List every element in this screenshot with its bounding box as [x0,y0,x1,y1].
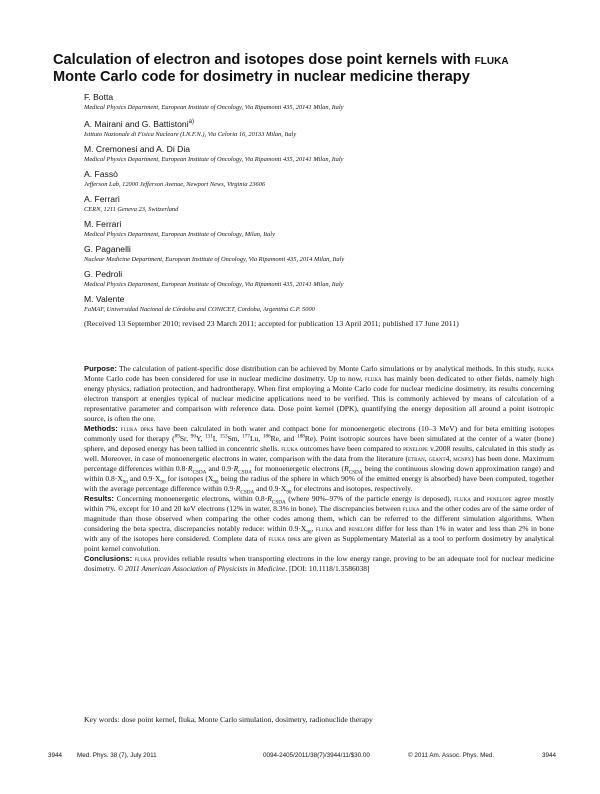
author-affiliation: FaMAF, Universidad Nacional de Córdoba and CONICET, Cordoba, Argentina C.P. 5000 [84,305,315,313]
abstract-conclusions: Conclusions: fluka provides reliable results when transporting electrons in the low energy range, proving to be an adequate tool for nuclear medicine dosimetry. © 2011 American Association of Physicists in Medicine. [DOI: 10.1118/1.3586038] [84,554,554,573]
author-affiliation: Medical Physics Department, European Institute of Oncology, Via Ripamonti 435, 20141 Milan, Italy [84,104,344,111]
author-name: F. Botta [84,92,114,102]
footer-issn: 0094-2405/2011/38(7)/3944/11/$30.00 [263,752,370,759]
author-name [84,117,554,130]
conclusions-label: Conclusions: [84,554,133,563]
author-group-1 [84,92,554,113]
author-group-5 [84,194,554,215]
methods-label: Methods: [84,424,118,433]
footer-copyright: © 2011 Am. Assoc. Phys. Med. [408,752,495,759]
abstract [84,364,554,574]
author-affiliation: Jefferson Lab, 12000 Jefferson Avenue, Newport News, Virginia 23606 [84,180,266,188]
author-affiliation: Nuclear Medicine Department, European Institute of Oncology, Via Ripamonti 435, 2014 Milan, Italy [84,255,345,263]
title-part-1: Calculation of electron and isotopes dose point kernels with [53,52,475,68]
author-affiliation: Medical Physics Department, European Institute of Oncology, Milan, Italy [84,230,275,238]
abstract-methods: Methods: fluka dpks have been calculated in both water and compact bone for monoenergetic electrons (10–3 MeV) and for beta emitting isotopes commonly used for therapy ($^{89}$Sr, $^{90}$Y, $^{131}$I, $^{153}$Sm, $^{177}$Lu, $^{186}$Re, and $^{188}$Re). Point isotropic sources have been simulated at the center of a water (bone) sphere, and deposed energy has been tallied in concentric shells. fluka outcomes have been compared to penelope v.2008 results, calculated in this study as well. Moreover, in case of monoenergetic electrons in water, comparison with the data from the literature (etran, geant4, mcnpx) has been done. Maximum percentage differences within $0.8\cdot R_{CSDA}$ and $0.9\cdot R_{CSDA}$ for monoenergetic electrons ($R_{CSDA}$ being the continuous slowing down approximation range) and within $0.8\cdot X_{90}$ and $0.9\cdot X_{90}$ for isotopes ($X_{90}$ being the radius of the sphere in which 90% of the emitted energy is absorbed) have been computed, together with the average percentage difference within $0.9\cdot R_{CSDA}$ and $0.9\cdot X_{90}$ for electrons and isotopes, respectively. [84,424,555,496]
author-name: A. Ferrari [84,193,120,204]
author-name: M. Cremonesi and A. Di Dia [84,143,191,154]
author-name: A. Fassò [84,168,118,179]
received-dates: (Received 13 September 2010; revised 23 March 2011; accepted for publication 13 April 2011; published 17 June 2011) [84,318,459,328]
footnote-marker[interactable]: a) [188,119,194,125]
page-footer [48,750,556,762]
author-affiliation: Istituto Nazionale di Fisica Nucleare (I.N.F.N.), Via Celoria 16, 20133 Milan, Italy [84,130,297,138]
author-group-3 [84,144,554,165]
author-group-2 [84,117,554,139]
results-label: Results: [84,494,114,503]
author-group-9 [84,294,554,315]
author-affiliation: Medical Physics Department, European Institute of Oncology, Via Ripamonti 435, 20141 Milan, Italy [84,155,344,163]
purpose-label: Purpose: [84,364,117,373]
footer-page-number-left: 3944 [48,752,63,759]
author-list [84,92,554,329]
author-name-text: A. Mairani and G. Battistoni [84,118,189,129]
author-affiliation: Medical Physics Department, European Institute of Oncology, Via Ripamonti 435, 20141 Milan, Italy [84,280,344,288]
author-name: G. Paganelli [84,243,131,254]
author-group-6 [84,219,554,240]
article-title [53,52,553,86]
author-name: M. Ferrari [84,218,122,229]
author-group-7 [84,244,554,265]
footer-journal: Med. Phys. 38 (7), July 2011 [77,752,157,759]
abstract-results: Results: Concerning monoenergetic electrons, within $0.8\cdot R_{CSDA}$ (where 90%–97% of the particle energy is deposed), fluka and penelope agree mostly within 7%, except for 10 and 20 keV electrons (12% in water, 8.3% in bone). The discrepancies between fluka and the other codes are of the same order of magnitude than those observed when comparing the other codes among them, which can be referred to the different simulation algorithms. When considering the beta spectra, discrepancies notably reduce: within $0.9\cdot X_{90}$, fluka and penelope differ for less than 1% in water and less than 2% in bone with any of the isotopes here considered. Complete data of fluka dpks are given as Supplementary Material as a tool to perform dosimetry by analytical point kernel convolution. [84,494,555,553]
author-name: G. Pedroli [84,268,123,279]
abstract-purpose: Purpose: The calculation of patient-specific dose distribution can be achieved by Monte Carlo simulations or by analytical methods. In this study, fluka Monte Carlo code has been considered for use in nuclear medicine dosimetry. Up to now, fluka has mainly been dedicated to other fields, namely high energy physics, radiation protection, and hadrontherapy. When first employing a Monte Carlo code for nuclear medicine dosimetry, its results concerning electron transport at energies typical of nuclear medicine applications need to be verified. This is commonly achieved by means of calculation of a representative parameter and comparison with reference data. Dose point kernel (DPK), quantifying the energy deposition all around a point isotropic source, is often the one. [84,364,554,423]
author-affiliation: CERN, 1211 Geneva 23, Switzerland [84,205,179,213]
author-group-4 [84,169,554,190]
footer-page-number-right: 3944 [541,752,556,759]
title-fluka: fluka [474,52,509,68]
keywords: Key words: dose point kernel, fluka, Monte Carlo simulation, dosimetry, radionuclide therapy [84,715,373,724]
author-name: M. Valente [84,293,125,304]
author-group-8 [84,269,554,290]
title-part-2: Monte Carlo code for dosimetry in nuclear medicine therapy [53,69,470,85]
